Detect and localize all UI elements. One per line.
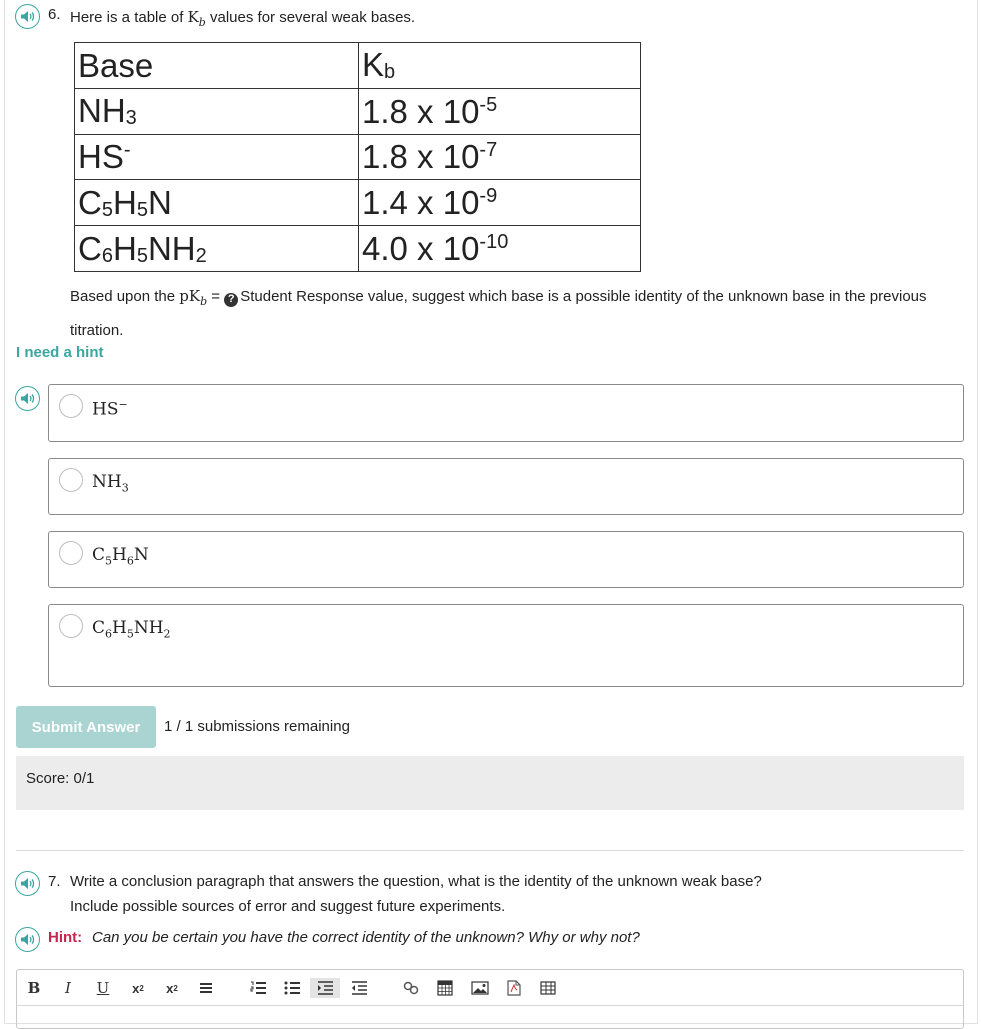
table-icon[interactable] [538, 978, 558, 998]
answer-choice[interactable] [48, 604, 964, 687]
subscript-button[interactable]: x 2 [132, 980, 144, 996]
question-prompt: Based upon the $pK_b$ = ? Student Response value, suggest which base is a possible identity of the unknown base in the previous titration. [70, 287, 927, 339]
score-box [16, 756, 964, 810]
answer-choice[interactable] [48, 384, 964, 442]
hint-label: Hint: [48, 929, 83, 946]
choice-label: HS− [92, 398, 128, 420]
calculator-icon[interactable] [435, 978, 455, 998]
radio-button[interactable] [59, 468, 83, 492]
radio-button[interactable] [59, 394, 83, 418]
submissions-remaining: 1 / 1 submissions remaining [164, 718, 350, 735]
question-number: 6. [48, 6, 61, 23]
question-circle-icon[interactable]: ? [224, 293, 238, 307]
table-row [75, 134, 641, 180]
indent-icon[interactable] [310, 978, 340, 998]
submit-answer-button[interactable]: Submit Answer [16, 706, 156, 748]
divider [16, 850, 964, 851]
kb-cell: 4.0 x $10^{-10}$ [359, 226, 641, 272]
question-number: 7. [48, 873, 61, 890]
hint-link[interactable]: I need a hint [16, 344, 104, 361]
bullet-list-icon[interactable] [282, 978, 302, 998]
superscript-button[interactable]: x 2 [166, 980, 178, 996]
table-row [75, 226, 641, 272]
radio-button[interactable] [59, 614, 83, 638]
score-text: Score: 0/1 [26, 770, 95, 787]
kb-cell: 1.4 x $10^{-9}$ [359, 180, 641, 226]
editor-toolbar [17, 970, 963, 1006]
italic-button[interactable]: I [65, 979, 71, 997]
answer-choice[interactable] [48, 531, 964, 588]
base-cell: $NH_3$ [75, 88, 359, 134]
header-kb: $K_b$ [359, 43, 641, 89]
underline-button[interactable]: U [96, 979, 110, 997]
outdent-icon[interactable] [349, 978, 369, 998]
radio-button[interactable] [59, 541, 83, 565]
table-header-row [75, 43, 641, 89]
image-icon[interactable] [469, 978, 491, 998]
choice-label: $C_6H_5NH_2$ [92, 618, 171, 641]
speaker-icon[interactable] [15, 4, 40, 29]
hint-text: Can you be certain you have the correct identity of the unknown? Why or why not? [92, 929, 640, 946]
choice-label: $C_5H_6N$ [92, 545, 149, 568]
choice-label: $NH_3$ [92, 472, 129, 495]
answer-choice[interactable] [48, 458, 964, 515]
kb-table [74, 42, 641, 272]
speaker-icon[interactable] [15, 927, 40, 952]
pdf-icon[interactable] [504, 978, 524, 998]
base-cell: $C_5H_5N$ [75, 180, 359, 226]
kb-cell: 1.8 x $10^{-5}$ [359, 88, 641, 134]
ordered-list-icon[interactable] [248, 978, 268, 998]
student-response-link[interactable]: Student Response [240, 288, 364, 305]
base-cell: HS- [75, 134, 359, 180]
base-cell: $C_6H_5NH_2$ [75, 226, 359, 272]
kb-cell: 1.8 x $10^{-7}$ [359, 134, 641, 180]
question-intro: Here is a table of $K_b$ values for several weak bases. [70, 8, 416, 29]
speaker-icon[interactable] [15, 871, 40, 896]
table-row [75, 88, 641, 134]
rich-text-editor[interactable] [16, 969, 964, 1029]
link-icon[interactable] [401, 978, 421, 998]
question-text-line1: Write a conclusion paragraph that answers the question, what is the identity of the unknown weak base? [70, 873, 762, 890]
table-row [75, 180, 641, 226]
question-text-line2: Include possible sources of error and suggest future experiments. [70, 898, 506, 915]
align-icon[interactable] [197, 978, 215, 998]
bold-button[interactable]: B [27, 979, 41, 997]
speaker-icon[interactable] [15, 386, 40, 411]
header-base: Base [75, 43, 359, 89]
